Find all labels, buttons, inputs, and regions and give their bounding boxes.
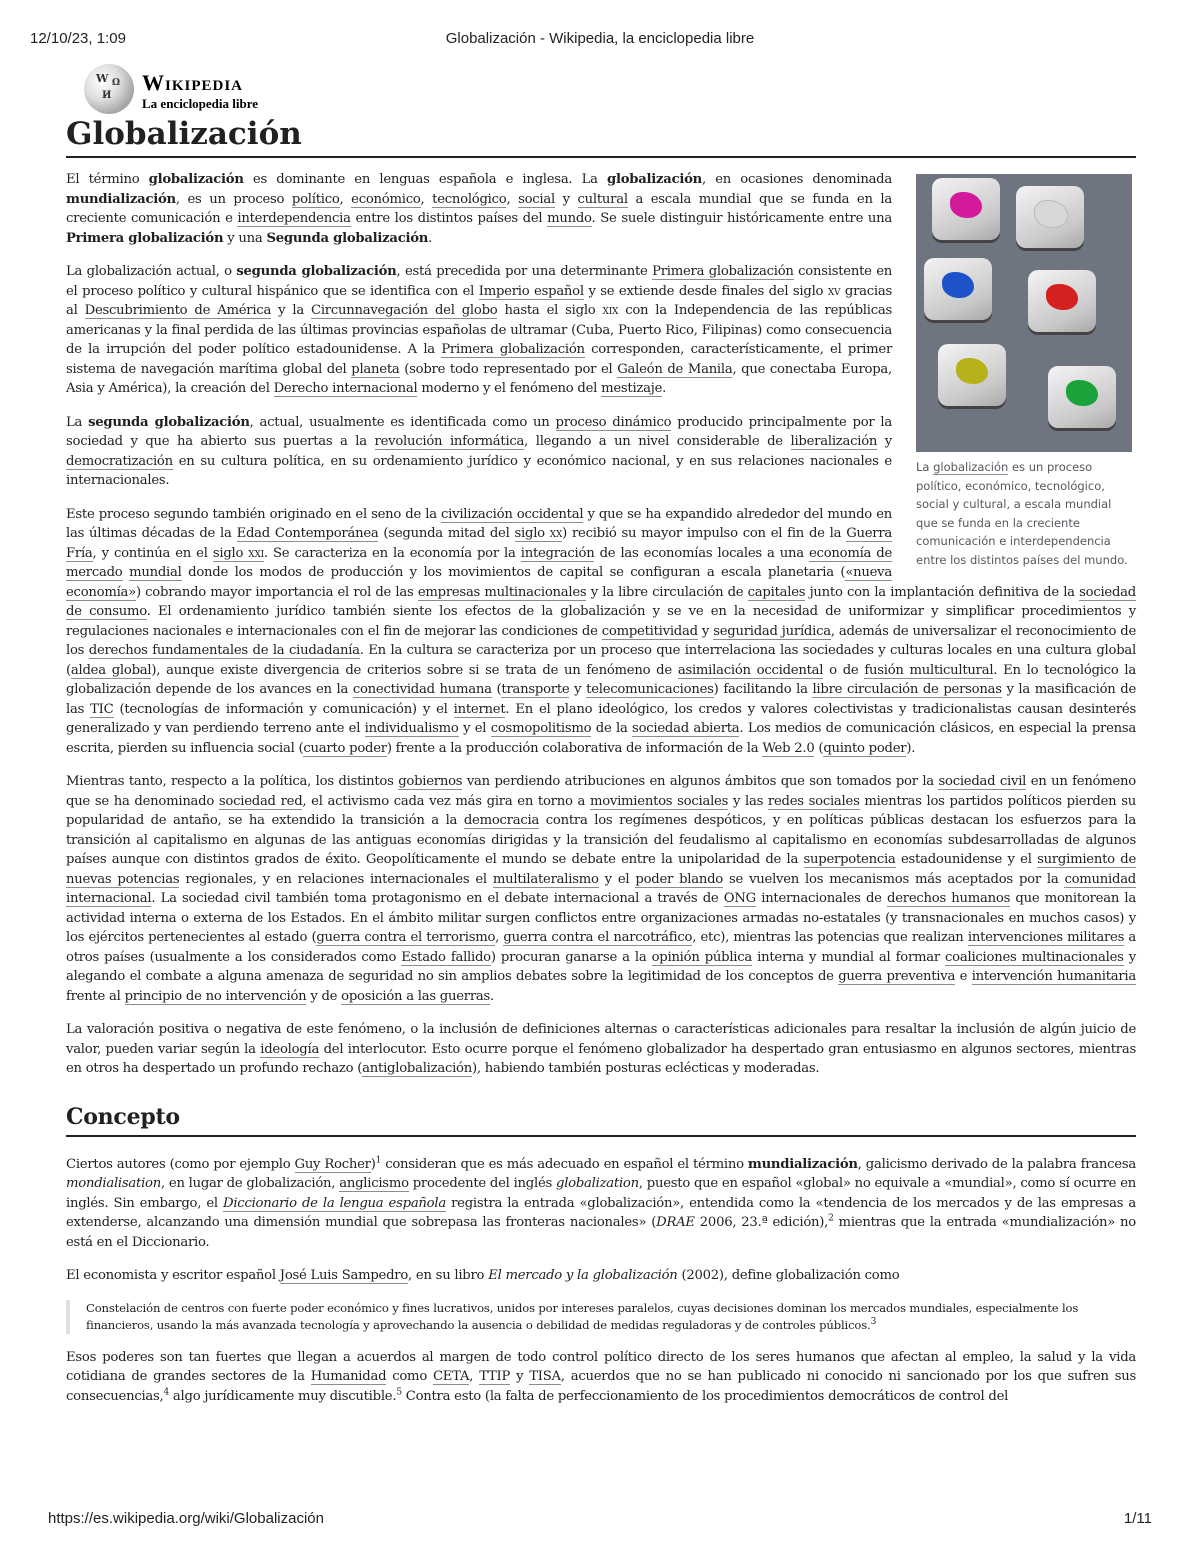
section-heading-concepto: Concepto xyxy=(66,1103,1136,1137)
figure-caption: La globalización es un proceso político, económico, tecnológico, social y cultural, a escala mundial que se funda en la creciente comunicación e interdependencia entre los distintos países del mundo. xyxy=(916,460,1128,567)
paragraph: La valoración positiva o negativa de este fenómeno, o la inclusión de definiciones alternas o características adicionales para resaltar la inclusión de algún juicio de valor, pueden variar según la ideología del interlocutor. Esto ocurre porque el fenómeno globalizador ha despertado gran entusiasmo en algunos sectores, mientras en otros ha despertado un profundo rechazo (antiglobalización), habiendo también posturas eclécticas y moderadas. xyxy=(66,1022,1136,1076)
paragraph: El término globalización es dominante en lenguas española e inglesa. La globalización, en ocasiones denominada mundialización, es un proceso político, económico, tecnológico, social y cultural a escala mundial que se funda en la creciente comunicación e interdependencia entre los distintos países del mundo. Se suele distinguir históricamente entre una Primera globalización y una Segunda globalización. xyxy=(66,172,892,246)
globalization-keyboard-image[interactable] xyxy=(916,174,1132,452)
print-footer xyxy=(0,1510,1200,1530)
paragraph: Mientras tanto, respecto a la política, los distintos gobiernos van perdiendo atribuciones en algunos ámbitos que son tomados por la sociedad civil en un fenómeno que se ha denominado sociedad red, el activismo cada vez más gira en torno a movimientos sociales y las redes sociales mientras los partidos políticos pierden su popularidad de antaño, se ha extendido la transición a la democracia contra los regímenes despóticos, y en políticas públicas destacan los esfuerzos para la transición al capitalismo en algunas de las antiguas economías dirigidas y la transición del feudalismo al capitalismo en economías subdesarrolladas de algunos países aunque con distintos grados de éxito. Geopolíticamente el mundo se debate entre la unipolaridad de la superpotencia estadounidense y el surgimiento de nuevas potencias regionales, y en relaciones internacionales el multilateralismo y el poder blando se vuelven los mecanismos más aceptados por la comunidad internacional. La sociedad civil también toma protagonismo en el debate internacional a través de ONG internacionales de derechos humanos que monitorean la actividad interna o externa de los Estados. En el ámbito militar surgen conflictos entre organizaciones armadas no-estatales (y transnacionales en muchos casos) y los ejércitos pertenecientes al estado (guerra contra el terrorismo, guerra contra el narcotráfico, etc), mientras las potencias que realizan intervenciones militares a otros países (usualmente a los considerados como Estado fallido) procuran ganarse a la opinión pública interna y mundial al formar coaliciones multinacionales y alegando el combate a alguna amenaza de seguridad no sin amplios debates sobre la legitimidad de los conceptos de guerra preventiva e intervención humanitaria frente al principio de no intervención y de oposición a las guerras. xyxy=(66,774,1137,1004)
article-body xyxy=(66,170,1136,1420)
paragraph: La globalización actual, o segunda globalización, está precedida por una determinante Primera globalización consistente en el proceso político y cultural hispánico que se identifica con el Imperio español y se extiende desde finales del siglo xv gracias al Descubrimiento de América y la Circunnavegación del globo hasta el siglo xix con la Independencia de las repúblicas americanas y la final perdida de las últimas provincias españolas de ultramar (Cuba, Puerto Rico, Filipinas) como consecuencia de la irrupción del poder político estadounidense. A la Primera globalización corresponden, característicamente, el primer sistema de navegación marítima global del planeta (sobre todo representado por el Galeón de Manila, que conectaba Europa, Asia y América), la creación del Derecho internacional moderno y el fenómeno del mestizaje. xyxy=(66,264,893,396)
paragraph: Ciertos autores (como por ejemplo Guy Rocher)$^1$ consideran que es más adecuado en español el término mundialización, galicismo derivado de la palabra francesa mondialisation, en lugar de globalización, anglicismo procedente del inglés globalization, puesto que en español «global» no equivale a «mundial», como sí ocurre en inglés. Sin embargo, el Diccionario de la lengua española registra la entrada «globalización», entendida como la «tendencia de los mercados y de las empresas a extenderse, alcanzando una dimensión mundial que sobrepasa las fronteras nacionales» (DRAE 2006, 23.ª edición),$^2$ mientras que la entrada «mundialización» no está en el Diccionario. xyxy=(66,1155,1136,1250)
quotation: Constelación de centros con fuerte poder económico y fines lucrativos, unidos por intereses paralelos, cuyas decisiones dominan los mercados mundiales, especialmente los financieros, usando la más avanzada tecnología y aprovechando la ausencia o debilidad de medidas reguladoras y de controles públicos.$^3$ xyxy=(66,1300,1136,1334)
print-datetime: 12/10/23, 1:09 xyxy=(30,30,126,47)
paragraph: El economista y escritor español José Luis Sampedro, en su libro El mercado y la globalización (2002), define globalización como xyxy=(66,1268,900,1283)
print-doc-title: Globalización - Wikipedia, la enciclopedia libre xyxy=(445,30,755,47)
paragraph: Este proceso segundo también originado en el seno de la civilización occidental y que se ha expandido alrededor del mundo en las últimas décadas de la Edad Contemporánea (segunda mitad del siglo xx) recibió su mayor impulso con el fin de la Guerra Fría, y continúa en el siglo xxi. Se caracteriza en la economía por la integración de las economías locales a una economía de mercado mundial donde los modos de producción y los movimientos de capital se configuran a escala planetaria («nueva economía») cobrando mayor importancia el rol de las empresas multinacionales y la libre circulación de capitales junto con la implantación definitiva de la sociedad de consumo. El ordenamiento jurídico también siente los efectos de la globalización y se ve en la necesidad de uniformizar y simplificar procedimientos y regulaciones nacionales e internacionales con el fin de mejorar las condiciones de competitividad y seguridad jurídica, además de universalizar el reconocimiento de los derechos fundamentales de la ciudadanía. En la cultura se caracteriza por un proceso que interrelaciona las sociedades y culturas locales en una cultura global (aldea global), aunque existe divergencia de criterios sobre si se trata de un fenómeno de asimilación occidental o de fusión multicultural. En lo tecnológico la globalización depende de los avances en la conectividad humana (transporte y telecomunicaciones) facilitando la libre circulación de personas y la masificación de las TIC (tecnologías de información y comunicación) y el internet. En el plano ideológico, los credos y valores colectivistas y tradicionalistas causan desinterés generalizado y van perdiendo terreno ante el individualismo y el cosmopolitismo de la sociedad abierta. Los medios de comunicación clásicos, en especial la prensa escrita, pierden su influencia social (cuarto poder) frente a la producción colaborativa de información de la Web 2.0 (quinto poder). xyxy=(66,506,1137,756)
print-page-number: 1/11 xyxy=(1123,1510,1152,1527)
puzzle-globe-icon: W Ω И xyxy=(84,64,134,114)
caption-link[interactable]: globalización xyxy=(933,460,1009,474)
paragraph: La segunda globalización, actual, usualmente es identificada como un proceso dinámico producido principalmente por la sociedad y que ha abierto sus puertas a la revolución informática, llegando a un nivel considerable de liberalización y democratización en su cultura política, en su ordenamiento jurídico y económico nacional, y en sus relaciones nacionales e internacionales. xyxy=(66,414,892,488)
page-title: Globalización xyxy=(66,116,1136,158)
logo-tagline: La enciclopedia libre xyxy=(142,96,259,111)
print-header xyxy=(0,30,1200,50)
print-url: https://es.wikipedia.org/wiki/Globalización xyxy=(48,1510,324,1527)
wikipedia-logo[interactable] xyxy=(84,64,284,116)
paragraph: Esos poderes son tan fuertes que llegan a acuerdos al margen de todo control político directo de los seres humanos que afectan al empleo, la salud y la vida cotidiana de grandes sectores de la Humanidad como CETA, TTIP y TISA, acuerdos que no se han publicado ni conocido ni sancionado por los que sufren sus consecuencias,$^4$ algo jurídicamente muy discutible.$^5$ Contra esto (la falta de perfeccionamiento de los procedimientos democráticos de control del xyxy=(66,1349,1137,1404)
logo-wordmark: Wikipedia xyxy=(142,70,244,95)
thumbnail-figure xyxy=(916,174,1136,569)
